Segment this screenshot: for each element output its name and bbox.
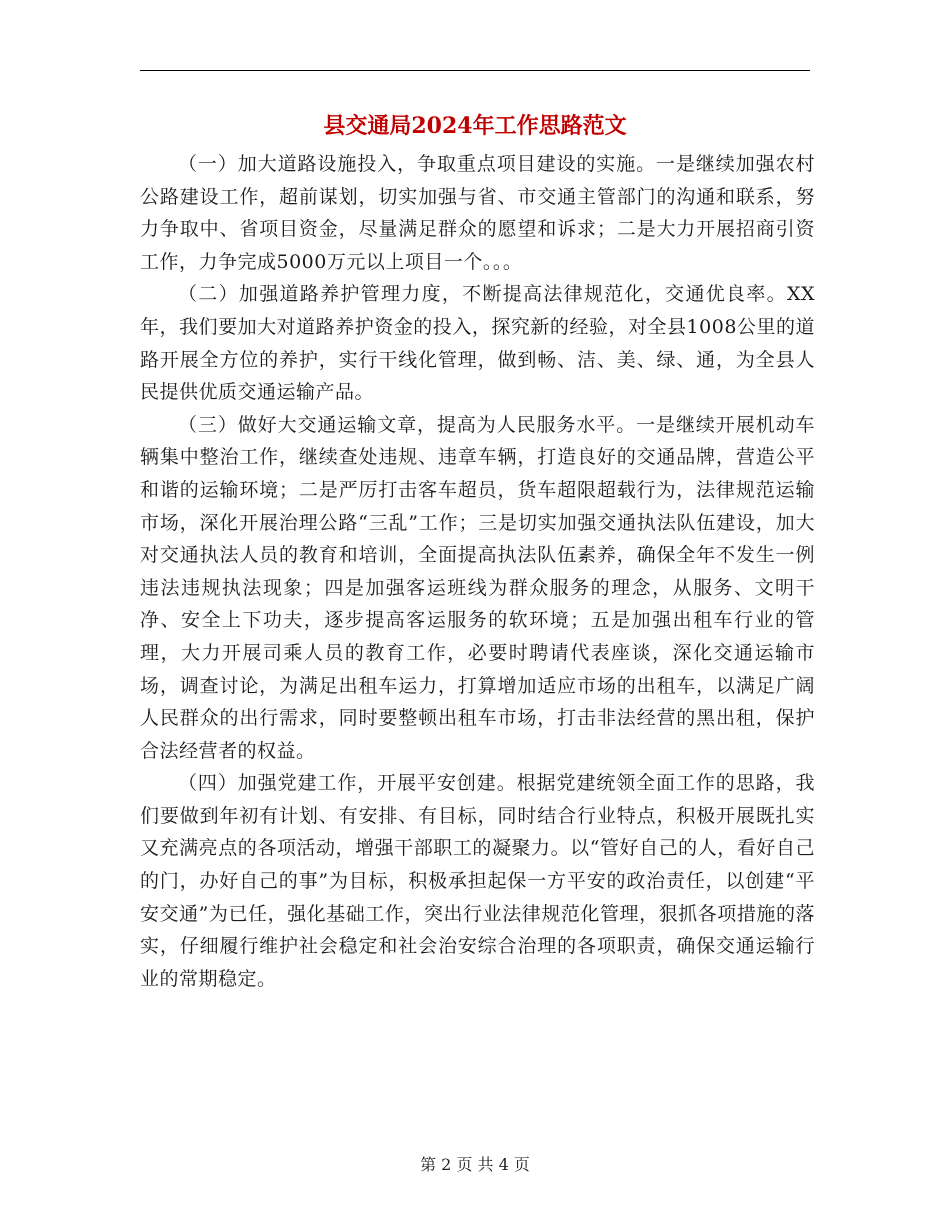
paragraph-2: （二）加强道路养护管理力度，不断提高法律规范化，交通优良率。XX年，我们要加大对道路养护资金的投入，探究新的经验，对全县1008公里的道路开展全方位的养护，实行干线化管理，做到畅、洁、美、绿、通，为全县人民提供优质交通运输产品。: [140, 283, 815, 404]
document-title: 县交通局2024年工作思路范文: [323, 113, 627, 139]
paragraph-1: （一）加大道路设施投入，争取重点项目建设的实施。一是继续加强农村公路建设工作，超前谋划，切实加强与省、市交通主管部门的沟通和联系，努力争取中、省项目资金，尽量满足群众的愿望和诉求；二是大力开展招商引资工作，力争完成5000万元以上项目一个。。。: [140, 153, 815, 273]
header-rule: [140, 70, 810, 71]
paragraph-4: （四）加强党建工作，开展平安创建。根据党建统领全面工作的思路，我们要做到年初有计划、有安排、有目标，同时结合行业特点，积极开展既扎实又充满亮点的各项活动，增强干部职工的凝聚力。以“管好自己的人，看好自己的门，办好自己的事”为目标，积极承担起保一方平安的政治责任，以创建“平安交通”为已任，强化基础工作，突出行业法律规范化管理，狠抓各项措施的落实，仔细履行维护社会稳定和社会治安综合治理的各项职责，确保交通运输行业的常期稳定。: [140, 772, 815, 990]
page-number: 第 2 页 共 4 页: [420, 1155, 530, 1174]
document-body: [140, 148, 815, 995]
paragraph-3: （三）做好大交通运输文章，提高为人民服务水平。一是继续开展机动车辆集中整治工作，继续查处违规、违章车辆，打造良好的交通品牌，营造公平和谐的运输环境；二是严厉打击客车超员，货车超限超载行为，法律规范运输市场，深化开展治理公路“三乱”工作；三是切实加强交通执法队伍建设，加大对交通执法人员的教育和培训，全面提高执法队伍素养，确保全年不发生一例违法违规执法现象；四是加强客运班线为群众服务的理念，从服务、文明干净、安全上下功夫，逐步提高客运服务的软环境；五是加强出租车行业的管理，大力开展司乘人员的教育工作，必要时聘请代表座谈，深化交通运输市场，调查讨论，为满足出租车运力，打算增加适应市场的出租车，以满足广阔人民群众的出行需求，同时要整顿出租车市场，打击非法经营的黑出租，保护合法经营者的权益。: [140, 413, 815, 762]
